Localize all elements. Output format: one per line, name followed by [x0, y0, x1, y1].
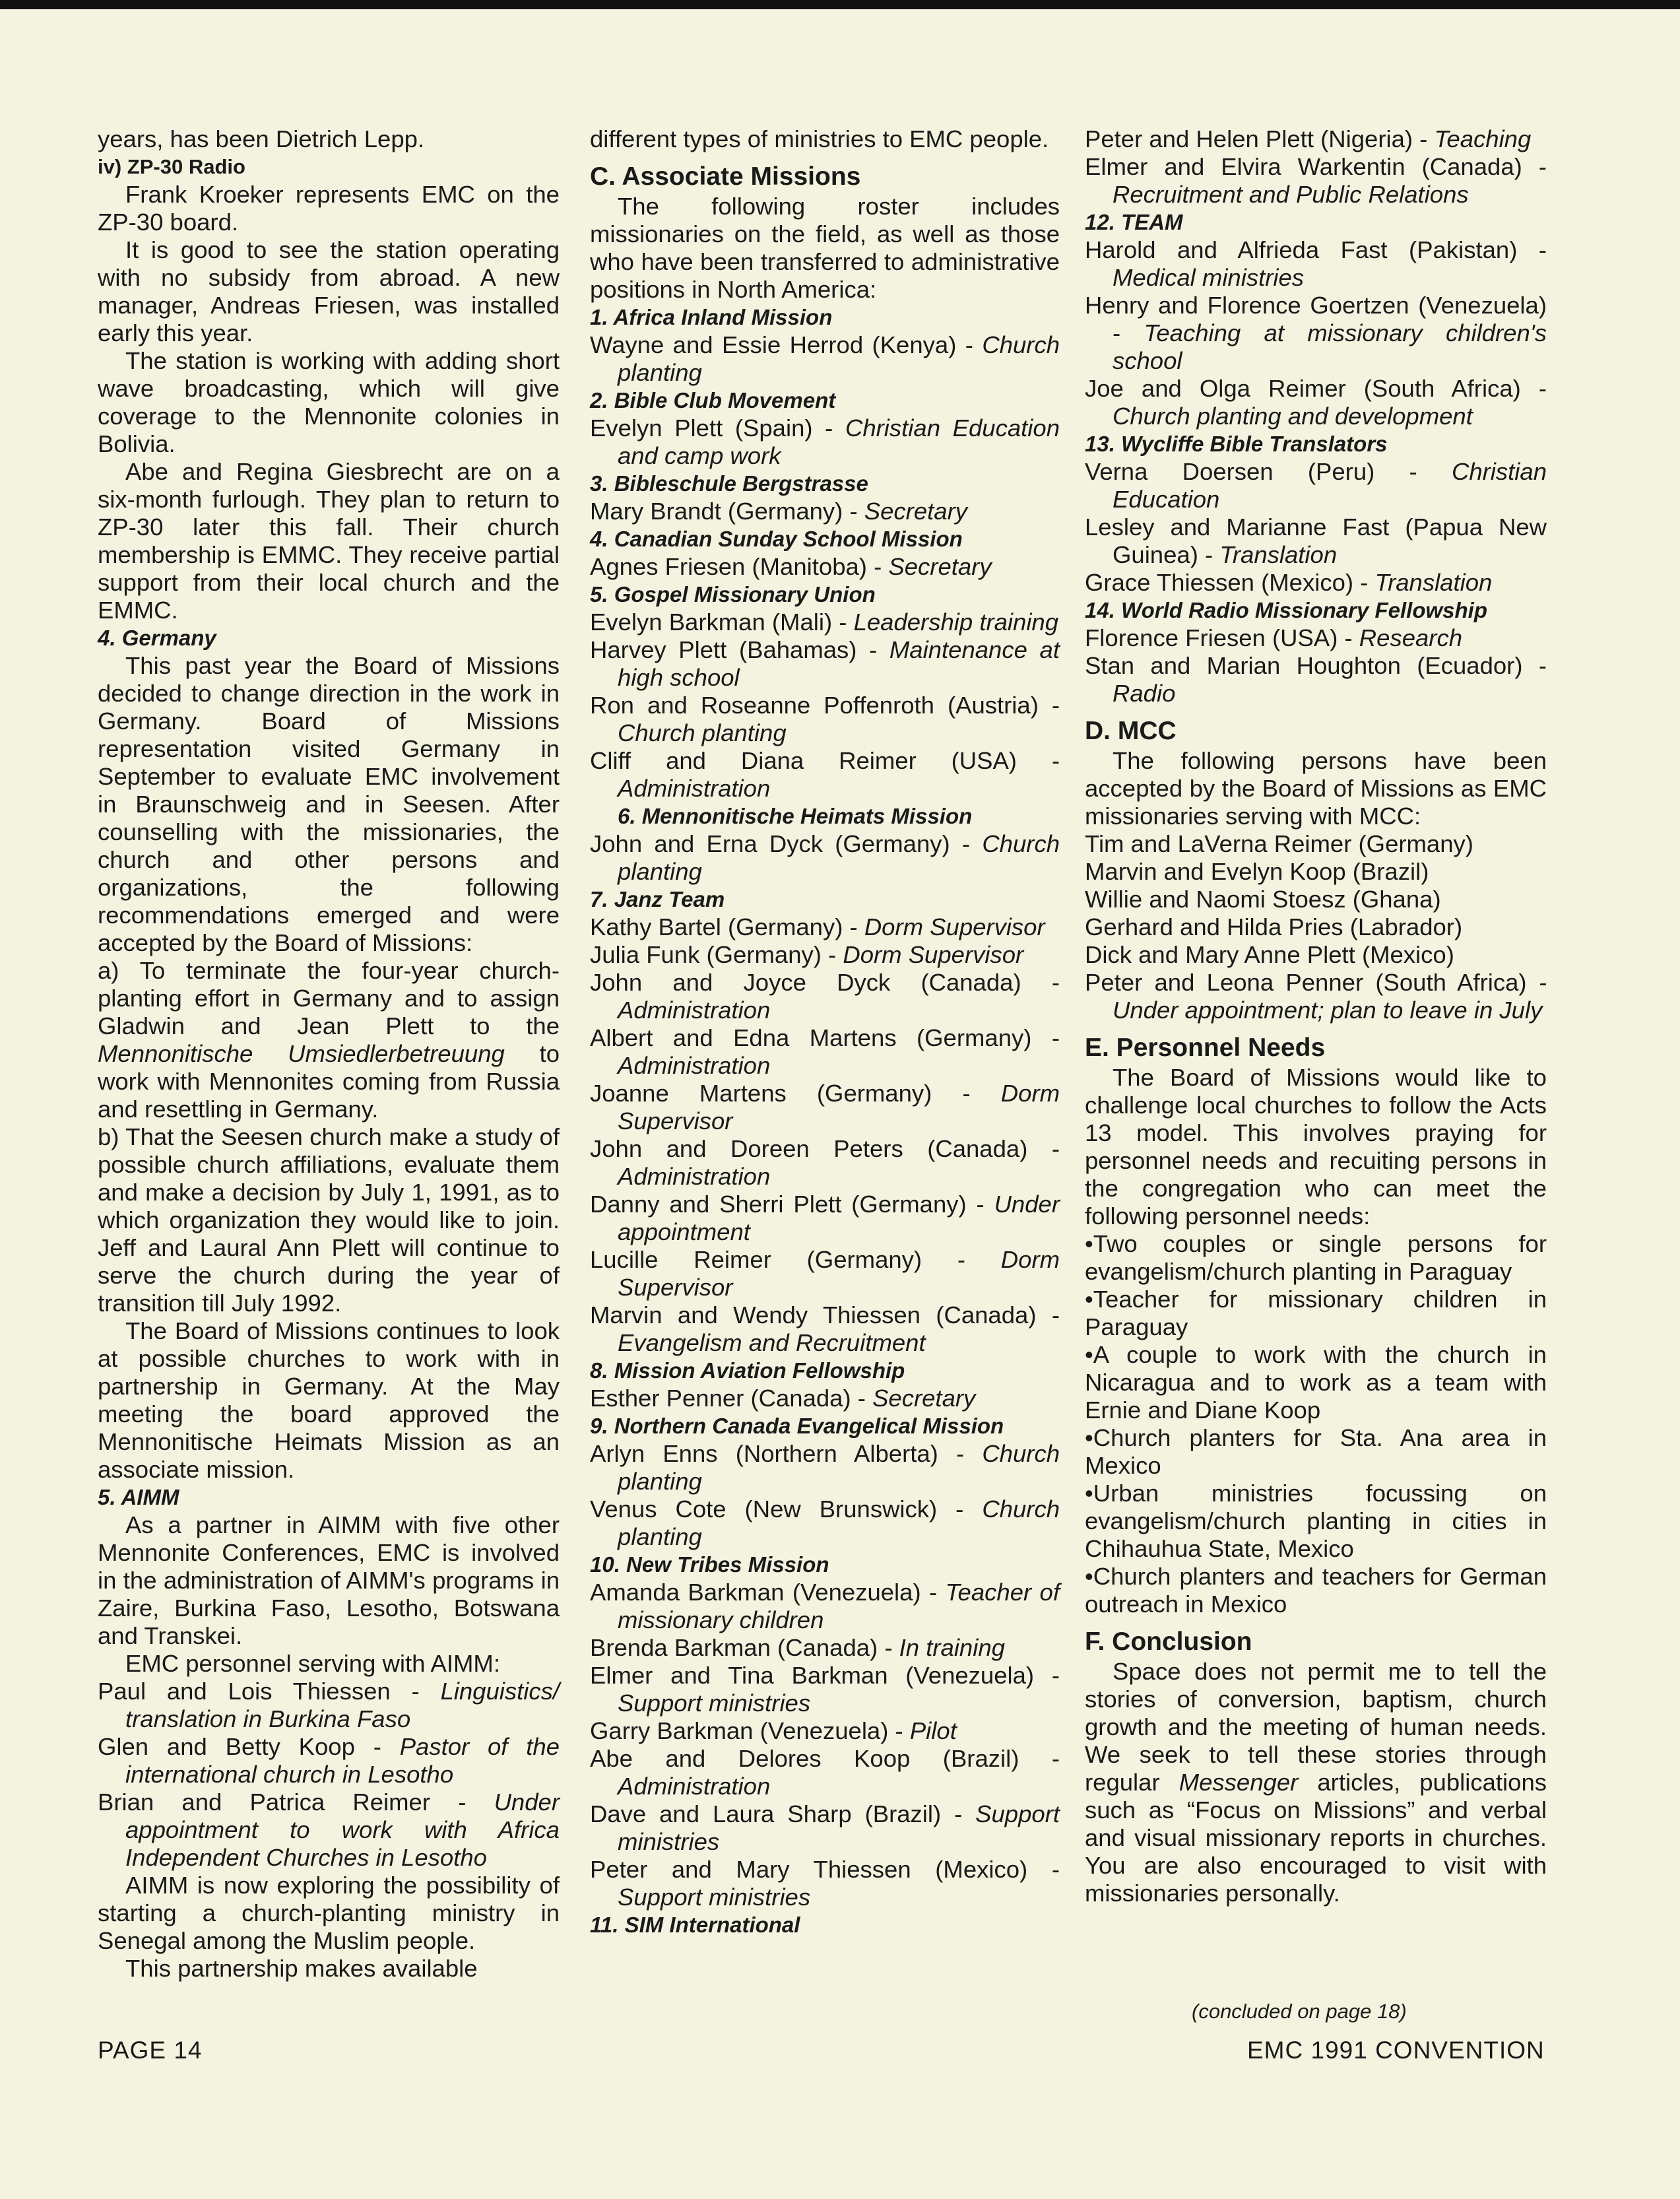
need-item: •Urban ministries focussing on evangelism/church planting in cities in Chihauhua State, Mexico [1085, 1480, 1547, 1562]
recommendation-a: a) To terminate the four-year church-planting effort in Germany and to assign Gladwin and Jean Plett to the Mennonitische Umsiedlerbetreuung to work with Mennonites coming from Russia and resettling in Germany. [98, 957, 560, 1123]
paragraph: As a partner in AIMM with five other Mennonite Conferences, EMC is involved in the administration of AIMM's programs in Zaire, Burkina Faso, Lesotho, Botswana and Transkei. [98, 1511, 560, 1649]
personnel-entry: Arlyn Enns (Northern Alberta) - Church planting [590, 1440, 1060, 1495]
personnel-entry: Ron and Roseanne Poffenroth (Austria) - Church planting [590, 692, 1060, 746]
mission-heading: 3. Bibleschule Bergstrasse [590, 471, 868, 496]
mcc-entry: Dick and Mary Anne Plett (Mexico) [1085, 941, 1454, 968]
paragraph: The Board of Missions would like to challenge local churches to follow the Acts 13 model. This involves praying for personnel needs and recuiting persons in the congregation who can meet the following personnel needs: [1085, 1064, 1547, 1230]
personnel-entry: Julia Funk (Germany) - Dorm Supervisor [590, 941, 1024, 968]
personnel-entry: Paul and Lois Thiessen - Linguistics/ translation in Burkina Faso [98, 1678, 560, 1732]
personnel-entry: Peter and Mary Thiessen (Mexico) - Support ministries [590, 1856, 1060, 1911]
paragraph: Space does not permit me to tell the stories of conversion, baptism, church growth and the meeting of human needs. We seek to tell these stories through regular Messenger articles, publications such as “Focus on Missions” and verbal and visual missionary reports in churches. You are also encouraged to visit with missionaries personally. [1085, 1658, 1547, 1907]
heading-germany: 4. Germany [98, 626, 216, 650]
personnel-entry: Garry Barkman (Venezuela) - Pilot [590, 1717, 957, 1744]
personnel-entry: Florence Friesen (USA) - Research [1085, 624, 1463, 651]
paragraph: AIMM is now exploring the possibility of starting a church-planting ministry in Senegal among the Muslim people. [98, 1872, 560, 1954]
personnel-entry: Elmer and Tina Barkman (Venezuela) - Support ministries [590, 1662, 1060, 1717]
paragraph: different types of ministries to EMC people. [590, 125, 1049, 152]
mission-heading: 13. Wycliffe Bible Translators [1085, 432, 1388, 456]
personnel-entry: Harold and Alfrieda Fast (Pakistan) - Medical ministries [1085, 236, 1547, 291]
need-item: •Church planters for Sta. Ana area in Mexico [1085, 1424, 1547, 1479]
personnel-entry: Danny and Sherri Plett (Germany) - Under appointment [590, 1191, 1060, 1245]
personnel-entry: Henry and Florence Goertzen (Venezuela) - Teaching at missionary children's school [1085, 292, 1547, 374]
personnel-entry: Peter and Helen Plett (Nigeria) - Teaching [1085, 125, 1532, 152]
mission-heading: 14. World Radio Missionary Fellowship [1085, 598, 1488, 622]
paragraph: Abe and Regina Giesbrecht are on a six-month furlough. They plan to return to ZP-30 later this fall. Their church membership is EMMC. They receive partial support from their local church and the EMMC. [98, 458, 560, 624]
personnel-entry: Kathy Bartel (Germany) - Dorm Supervisor [590, 913, 1045, 940]
mission-heading: 1. Africa Inland Mission [590, 305, 833, 329]
mission-heading: 8. Mission Aviation Fellowship [590, 1358, 905, 1383]
paragraph: It is good to see the station operating with no subsidy from abroad. A new manager, Andreas Friesen, was installed early this year. [98, 236, 560, 346]
personnel-entry: Wayne and Essie Herrod (Kenya) - Church planting [590, 331, 1060, 386]
page-number: PAGE 14 [98, 2037, 203, 2064]
paragraph: EMC personnel serving with AIMM: [125, 1650, 500, 1677]
column-right [1085, 125, 1547, 1907]
personnel-entry: Cliff and Diana Reimer (USA) - Administration [590, 747, 1060, 802]
mission-heading: 4. Canadian Sunday School Mission [590, 527, 963, 551]
personnel-entry: Evelyn Barkman (Mali) - Leadership training [590, 608, 1059, 636]
column-left [98, 125, 560, 1983]
need-item: •Teacher for missionary children in Paraguay [1085, 1286, 1547, 1340]
heading-aimm: 5. AIMM [98, 1485, 179, 1509]
mission-heading: 11. SIM International [590, 1913, 800, 1937]
paragraph: years, has been Dietrich Lepp. [98, 125, 425, 152]
mission-heading: 6. Mennonitische Heimats Mission [618, 804, 973, 828]
subheading-zp30-radio: iv) ZP-30 Radio [98, 155, 245, 178]
need-item: •Church planters and teachers for German outreach in Mexico [1085, 1563, 1547, 1618]
personnel-entry: Albert and Edna Martens (Germany) - Administration [590, 1024, 1060, 1079]
paragraph: This partnership makes available [125, 1955, 478, 1982]
column-middle [590, 125, 1060, 1939]
personnel-entry: Joanne Martens (Germany) - Dorm Supervisor [590, 1080, 1060, 1134]
section-heading-conclusion: F. Conclusion [1085, 1627, 1252, 1656]
personnel-entry: Joe and Olga Reimer (South Africa) - Church planting and development [1085, 375, 1547, 430]
mission-heading: 12. TEAM [1085, 210, 1183, 234]
mission-heading: 5. Gospel Missionary Union [590, 582, 876, 607]
paragraph: Frank Kroeker represents EMC on the ZP-30 board. [98, 181, 560, 236]
section-heading-personnel-needs: E. Personnel Needs [1085, 1034, 1326, 1062]
personnel-entry: Agnes Friesen (Manitoba) - Secretary [590, 553, 992, 580]
personnel-entry: Amanda Barkman (Venezuela) - Teacher of missionary children [590, 1579, 1060, 1633]
paragraph: The station is working with adding short wave broadcasting, which will give coverage to the Mennonite colonies in Bolivia. [98, 347, 560, 457]
personnel-entry: Evelyn Plett (Spain) - Christian Education and camp work [590, 414, 1060, 469]
personnel-entry: Marvin and Wendy Thiessen (Canada) - Evangelism and Recruitment [590, 1301, 1060, 1356]
section-heading-mcc: D. MCC [1085, 717, 1177, 745]
personnel-entry: Venus Cote (New Brunswick) - Church planting [590, 1495, 1060, 1550]
personnel-entry: John and Doreen Peters (Canada) - Administration [590, 1135, 1060, 1190]
personnel-entry: Glen and Betty Koop - Pastor of the international church in Lesotho [98, 1733, 560, 1788]
section-heading-associate-missions: C. Associate Missions [590, 162, 861, 191]
top-edge-bar [0, 0, 1680, 9]
personnel-entry: Brian and Patrica Reimer - Under appointment to work with Africa Independent Churches in Lesotho [98, 1789, 560, 1871]
personnel-entry: John and Joyce Dyck (Canada) - Administration [590, 969, 1060, 1024]
need-item: •A couple to work with the church in Nicaragua and to work as a team with Ernie and Diane Koop [1085, 1341, 1547, 1424]
continued-note: (concluded on page 18) [1192, 2000, 1407, 2023]
need-item: •Two couples or single persons for evangelism/church planting in Paraguay [1085, 1230, 1547, 1285]
personnel-entry: Stan and Marian Houghton (Ecuador) - Radio [1085, 652, 1547, 707]
personnel-entry: Lucille Reimer (Germany) - Dorm Supervisor [590, 1246, 1060, 1301]
paragraph: The following roster includes missionaries on the field, as well as those who have been transferred to administrative positions in North America: [590, 193, 1060, 303]
personnel-entry: Harvey Plett (Bahamas) - Maintenance at high school [590, 636, 1060, 691]
personnel-entry: Dave and Laura Sharp (Brazil) - Support ministries [590, 1800, 1060, 1855]
running-footer: EMC 1991 CONVENTION [1247, 2037, 1545, 2064]
personnel-entry: Mary Brandt (Germany) - Secretary [590, 498, 967, 525]
mcc-entry: Marvin and Evelyn Koop (Brazil) [1085, 858, 1429, 885]
personnel-entry: Esther Penner (Canada) - Secretary [590, 1385, 976, 1412]
personnel-entry: Abe and Delores Koop (Brazil) - Administration [590, 1745, 1060, 1800]
mcc-entry: Peter and Leona Penner (South Africa) - Under appointment; plan to leave in July [1085, 969, 1547, 1024]
recommendation-b: b) That the Seesen church make a study of possible church affiliations, evaluate them and make a decision by July 1, 1991, as to which organization they would like to join. Jeff and Laural Ann Plett will continue to serve the church during the year of transition till July 1992. [98, 1123, 560, 1317]
personnel-entry: John and Erna Dyck (Germany) - Church planting [590, 830, 1060, 885]
personnel-entry: Elmer and Elvira Warkentin (Canada) - Recruitment and Public Relations [1085, 153, 1547, 208]
mcc-entry: Tim and LaVerna Reimer (Germany) [1085, 830, 1473, 857]
personnel-entry: Grace Thiessen (Mexico) - Translation [1085, 569, 1493, 596]
mcc-entry: Willie and Naomi Stoesz (Ghana) [1085, 886, 1441, 913]
mission-heading: 7. Janz Team [590, 887, 725, 911]
mcc-entry: Gerhard and Hilda Pries (Labrador) [1085, 913, 1463, 940]
paragraph: This past year the Board of Missions decided to change direction in the work in Germany. Board of Missions representation visited Germany in September to evaluate EMC involvement in Braunschweig and in Seesen. After counselling with the missionaries, the church and other persons and organizations, the following recommendations emerged and were accepted by the Board of Missions: [98, 652, 560, 956]
mission-heading: 10. New Tribes Mission [590, 1552, 829, 1577]
paragraph: The Board of Missions continues to look at possible churches to work with in partnership in Germany. At the May meeting the board approved the Mennonitische Heimats Mission as an associate mission. [98, 1317, 560, 1483]
personnel-entry: Lesley and Marianne Fast (Papua New Guinea) - Translation [1085, 513, 1547, 568]
paragraph: The following persons have been accepted by the Board of Missions as EMC missionaries serving with MCC: [1085, 747, 1547, 830]
mission-heading: 9. Northern Canada Evangelical Mission [590, 1414, 1004, 1438]
mission-heading: 2. Bible Club Movement [590, 388, 836, 412]
personnel-entry: Verna Doersen (Peru) - Christian Education [1085, 458, 1547, 513]
personnel-entry: Brenda Barkman (Canada) - In training [590, 1634, 1005, 1661]
